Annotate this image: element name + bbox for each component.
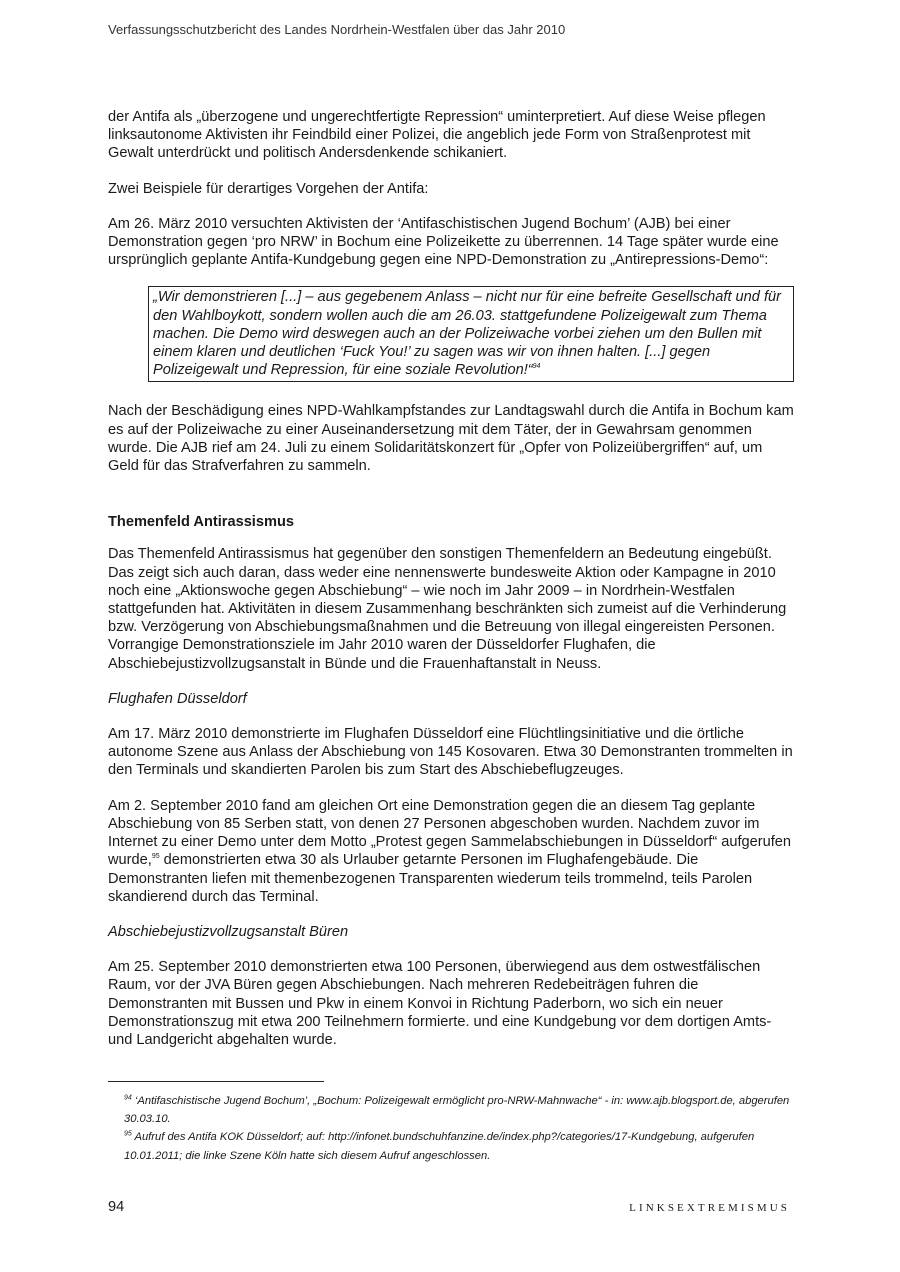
- paragraph-text: demonstrierten etwa 30 als Urlauber getarnte Personen im Flughafengebäude. Die Demonstranten liefen mit themenbezogenen Transparenten wiederum teils trommelnd, teils Parolen skandierend durch das Terminal.: [108, 852, 753, 905]
- paragraph: der Antifa als „überzogene und ungerechtfertigte Repression“ uminterpretiert. Auf diese Weise pflegen linksautonome Aktivisten ihr Feindbild einer Polizei, die angeblich jede Form von Straßenprotest mit Gewalt unterdrückt und politisch Andersdenkende schikaniert.: [108, 109, 766, 162]
- main-content: [108, 108, 794, 1066]
- page-number: 94: [108, 1199, 125, 1215]
- paragraph: Zwei Beispiele für derartiges Vorgehen der Antifa:: [108, 180, 429, 197]
- footnote-divider: [108, 1081, 324, 1082]
- paragraph: Das Themenfeld Antirassismus hat gegenüber den sonstigen Themenfeldern an Bedeutung eingebüßt. Das zeigt sich auch daran, dass weder eine nennenswerte bundesweite Aktion oder Kampagne in 2010 noch eine „Aktionswoche gegen Abschiebung“ – wie noch im Jahr 2009 – in Nordrhein-Westfalen stattgefunden hat. Aktivitäten in diesem Zusammenhang beschränkten sich zumeist auf die Verhinderung bzw. Verzögerung von Abschiebungsmaßnahmen und die Betreuung von illegal eingereisten Personen. Vorrangige Demonstrationsziele im Jahr 2010 waren der Düsseldorfer Flughafen, die Abschiebejustizvollzugsanstalt in Bünde und die Frauenhaftanstalt in Neuss.: [108, 546, 787, 672]
- paragraph: Nach der Beschädigung eines NPD-Wahlkampfstandes zur Landtagswahl durch die Antifa in Bochum kam es auf der Polizeiwache zu einer Auseinandersetzung mit dem Täter, der in Gewahrsam genommen wurde. Die AJB rief am 24. Juli zu einem Solidaritätskonzert für „Opfer von Polizeiübergriffen“ auf, um Geld für das Strafverfahren zu sammeln.: [108, 403, 794, 475]
- footnote-text: Aufruf des Antifa KOK Düsseldorf; auf: http://infonet.bundschuhfanzine.de/index.php?/categories/17-Kundgebung, aufgerufen 10.01.2011; die linke Szene Köln hatte sich diesem Aufruf angeschlossen.: [124, 1131, 755, 1162]
- paragraph: Am 17. März 2010 demonstrierte im Flughafen Düsseldorf eine Flüchtlingsinitiative und die örtliche autonome Szene aus Anlass der Abschiebung von 145 Kosovaren. Etwa 30 Demonstranten trommelten in den Terminals und skandierten Parolen bis zum Start des Abschiebeflugzeuges.: [108, 726, 793, 779]
- footnotes: [124, 1092, 794, 1165]
- running-footer: LINKSEXTREMISMUS: [629, 1202, 790, 1214]
- footnote: [124, 1128, 794, 1164]
- running-header: Verfassungsschutzbericht des Landes Nordrhein-Westfalen über das Jahr 2010: [108, 22, 566, 37]
- footnote-number: 95: [124, 1130, 132, 1138]
- paragraph: Am 25. September 2010 demonstrierten etwa 100 Personen, überwiegend aus dem ostwestfälischen Raum, vor der JVA Büren gegen Abschiebungen. Nach mehreren Redebeiträgen fuhren die Demonstranten mit Bussen und Pkw in einem Konvoi in Richtung Paderborn, wo sich ein neuer Demonstrationszug mit etwa 200 Teilnehmern formierte. und eine Kundgebung vor dem dortigen Amts- und Landgericht abgehalten wurde.: [108, 959, 772, 1048]
- quote-text: „Wir demonstrieren [...] – aus gegebenem Anlass – nicht nur für eine befreite Gesellschaft und für den Wahlboykott, sondern wollen auch die am 26.03. stattgefundene Polizeigewalt zum Thema machen. Die Demo wird deswegen auch an der Polizeiwache vorbei ziehen um den Bullen mit einem klaren und deutlichen ‘Fuck You!’ zu sagen was wir von ihnen halten. [...] gegen Polizeigewalt und Repression, für eine soziale Revolution!“: [153, 289, 781, 379]
- footnote-number: 94: [124, 1094, 132, 1102]
- paragraph-text: Am 2. September 2010 fand am gleichen Ort eine Demonstration gegen die an diesem Tag geplante Abschiebung von 85 Serben statt, von denen 27 Personen abgeschoben wurden. Nachdem zuvor im Internet zu einer Demo unter dem Motto „Protest gegen Sammelabschiebungen in Düsseldorf“ aufgerufen wurde,: [108, 797, 792, 869]
- subheading: Flughafen Düsseldorf: [108, 690, 247, 707]
- block-quote: [148, 286, 794, 382]
- footnote-text: ‘Antifaschistische Jugend Bochum’, „Bochum: Polizeigewalt ermöglicht pro-NRW-Mahnwache“ - in: www.ajb.blogsport.de, abgerufen 30.03.10.: [124, 1095, 790, 1126]
- footnote: [124, 1092, 794, 1128]
- paragraph: [108, 797, 794, 906]
- footnote-ref: 94: [532, 363, 541, 371]
- footnote-ref: 95: [151, 853, 160, 861]
- paragraph: Am 26. März 2010 versuchten Aktivisten der ‘Antifaschistischen Jugend Bochum’ (AJB) bei einer Demonstration gegen ‘pro NRW’ in Bochum eine Polizeikette zu überrennen. 14 Tage später wurde eine ursprünglich geplante Antifa-Kundgebung gegen eine NPD-Demonstration zu „Antirepressions-Demo“:: [108, 215, 779, 269]
- section-heading: Themenfeld Antirassismus: [108, 514, 294, 531]
- subheading: Abschiebejustizvollzugsanstalt Büren: [108, 923, 349, 940]
